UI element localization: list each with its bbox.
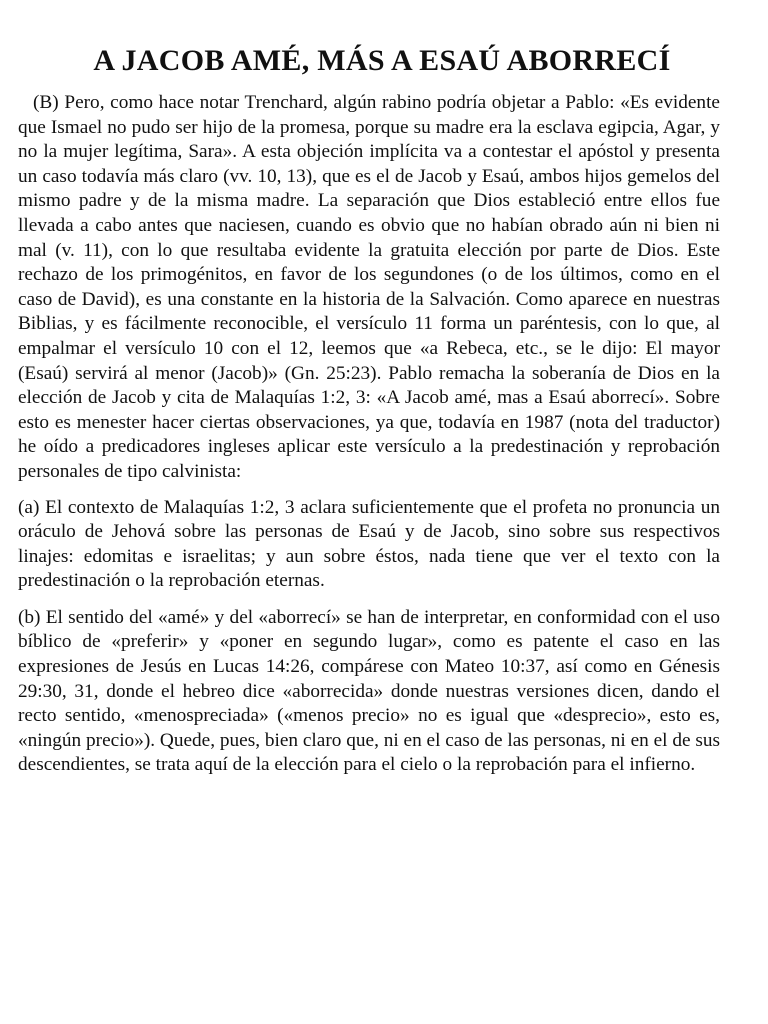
document-title: A JACOB AMÉ, MÁS A ESAÚ ABORRECÍ — [93, 44, 671, 77]
paragraph-b-sense: (b) El sentido del «amé» y del «aborrecí» se han de interpretar, en conformidad con el uso bíblico de «preferir» y «poner en segundo lugar», como es patente el caso en las expresiones de Jesús en Lucas 14:26, compárese con Mateo 10:37, así como en Génesis 29:30, 31, donde el hebreo dice «aborrecida» donde nuestras versiones dicen, dando el recto sentido, «menospreciada» («menos precio» no es igual que «desprecio», esto es, «ningún precio»). Quede, pues, bien claro que, ni en el caso de las personas, ni en el de sus descendientes, se trata aquí de la elección para el cielo o la reprobación para el infierno. — [18, 606, 720, 776]
paragraph-a: (a) El contexto de Malaquías 1:2, 3 aclara suficientemente que el profeta no pronuncia un oráculo de Jehová sobre las personas de Esaú y de Jacob, sino sobre sus respectivos linajes: edomitas e israelitas; y aun sobre éstos, nada tiene que ver el texto con la predestinación o la reprobación eternas. — [18, 496, 720, 592]
paragraph-b: (B) Pero, como hace notar Trenchard, algún rabino podría objetar a Pablo: «Es evidente que Ismael no pudo ser hijo de la promesa, porque su madre era la esclava egipcia, Agar, y no la mujer legítima, Sara». A esta objeción implícita va a contestar el apóstol y presenta un caso todavía más claro (vv. 10, 13), que es el de Jacob y Esaú, ambos hijos gemelos del mismo padre y de la misma madre. La separación que Dios estableció entre ellos fue llevada a cabo antes que naciesen, cuando es obvio que no habían obrado aún ni bien ni mal (v. 11), con lo que resultaba evidente la gratuita elección por parte de Dios. Este rechazo de los primogénitos, en favor de los segundones (o de los últimos, como en el caso de David), es una constante en la historia de la Salvación. Como aparece en nuestras Biblias, y es fácilmente reconocible, el versículo 11 forma un paréntesis, con lo que, al empalmar el versículo 10 con el 12, leemos que «a Rebeca, etc., se le dijo: El mayor (Esaú) servirá al menor (Jacob)» (Gn. 25:23). Pablo remacha la soberanía de Dios en la elección de Jacob y cita de Malaquías 1:2, 3: «A Jacob amé, mas a Esaú aborrecí». Sobre esto es menester hacer ciertas observaciones, ya que, todavía en 1987 (nota del traductor) he oído a predicadores ingleses aplicar este versículo a la predestinación y reprobación personales de tipo calvinista: — [18, 92, 720, 482]
document-page — [18, 40, 720, 778]
